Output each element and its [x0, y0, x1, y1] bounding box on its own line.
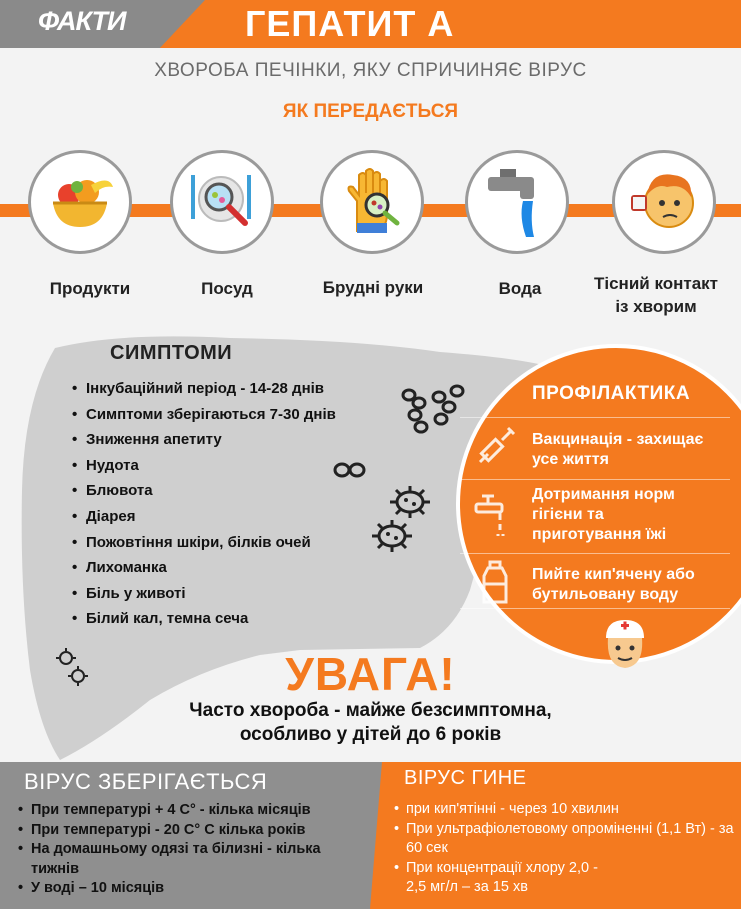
prevention-heading: ПРОФІЛАКТИКА	[532, 383, 691, 404]
transmission-label-products: Продукти	[49, 279, 131, 298]
list-item: • У воді – 10 місяців	[18, 879, 368, 899]
symptoms-list	[72, 376, 336, 632]
transmission-label-hands: Брудні руки	[322, 278, 424, 297]
water-bottle-icon	[470, 558, 520, 608]
symptom-item: • Біль у животі	[72, 581, 336, 607]
prevention-divider	[460, 553, 730, 554]
prevention-item-water: Пийте кип'ячену або бутильовану воду	[532, 566, 695, 603]
list-item: • При температурі - 20 С° С кілька років	[18, 821, 368, 841]
prevention-item-hygiene: Дотримання норм гігієни та приготування їжі	[532, 486, 675, 543]
virus-icon-1	[388, 484, 432, 520]
attention-heading: УВАГА!	[285, 648, 456, 700]
virus-icon-2	[370, 518, 414, 554]
list-item: • На домашньому одязі та білизні - кілька тижнів	[18, 840, 331, 879]
symptom-item: • Зниження апетиту	[72, 427, 336, 453]
list-item: • при кип'ятінні - через 10 хвилин	[394, 800, 734, 820]
transmission-label-water: Вода	[498, 279, 542, 298]
syringe-icon	[470, 422, 520, 472]
list-item: • При температурі + 4 С° - кілька місяців	[18, 801, 368, 821]
transmission-circle-dishes	[170, 150, 274, 254]
attention-text: Часто хвороба - майже безсимптомна, особливо у дітей до 6 років	[189, 700, 552, 745]
transmission-circle-water	[465, 150, 569, 254]
transmission-label-contact: Тісний контакт із хворим	[593, 274, 718, 316]
transmission-circle-hands	[320, 150, 424, 254]
prevention-divider	[460, 479, 730, 480]
symptom-item: • Білий кал, темна сеча	[72, 606, 336, 632]
virus-dies-heading: ВІРУС ГИНЕ	[404, 767, 527, 789]
transmission-heading: ЯК ПЕРЕДАЄТЬСЯ	[282, 101, 459, 122]
prevention-divider	[460, 608, 730, 609]
symptom-item: • Лихоманка	[72, 555, 336, 581]
page-subtitle: ХВОРОБА ПЕЧІНКИ, ЯКУ СПРИЧИНЯЄ ВІРУС	[154, 60, 587, 81]
list-item: • При концентрації хлору 2,0 - 2,5 мг/л – за 15 хв	[394, 859, 606, 898]
symptom-item: • Діарея	[72, 504, 336, 530]
tap-icon	[470, 490, 520, 540]
list-item: • При ультрафіолетовому опроміненні (1,1 Вт) - за 60 сек	[394, 820, 734, 859]
water-tap-icon	[480, 165, 554, 239]
symptom-item: • Інкубаційний період - 14-28 днів	[72, 376, 336, 402]
bacteria-chain-icon	[395, 383, 475, 443]
virus-survives-list	[18, 801, 368, 899]
virus-dies-list	[394, 800, 734, 898]
virus-survives-heading: ВІРУС ЗБЕРІГАЄТЬСЯ	[24, 769, 268, 794]
transmission-circle-products	[28, 150, 132, 254]
dishes-magnifier-icon	[185, 165, 259, 239]
logo: ФАКТИ	[38, 6, 126, 36]
page-title: ГЕПАТИТ А	[245, 3, 455, 44]
prevention-divider	[460, 417, 730, 418]
symptom-item: • Блювота	[72, 478, 336, 504]
symptom-item: • Симптоми зберігаються 7-30 днів	[72, 402, 336, 428]
symptoms-heading: СИМПТОМИ	[110, 342, 233, 364]
fruit-bowl-icon	[43, 165, 117, 239]
symptom-item: • Нудота	[72, 453, 336, 479]
sick-person-icon	[627, 165, 701, 239]
bacteria-pair-icon	[333, 460, 367, 480]
symptom-item: • Пожовтіння шкіри, білків очей	[72, 530, 336, 556]
dirty-hand-icon	[335, 165, 409, 239]
transmission-label-dishes: Посуд	[201, 279, 253, 298]
prevention-item-vaccination: Вакцинація - захищає усе життя	[532, 431, 704, 468]
transmission-circle-contact	[612, 150, 716, 254]
